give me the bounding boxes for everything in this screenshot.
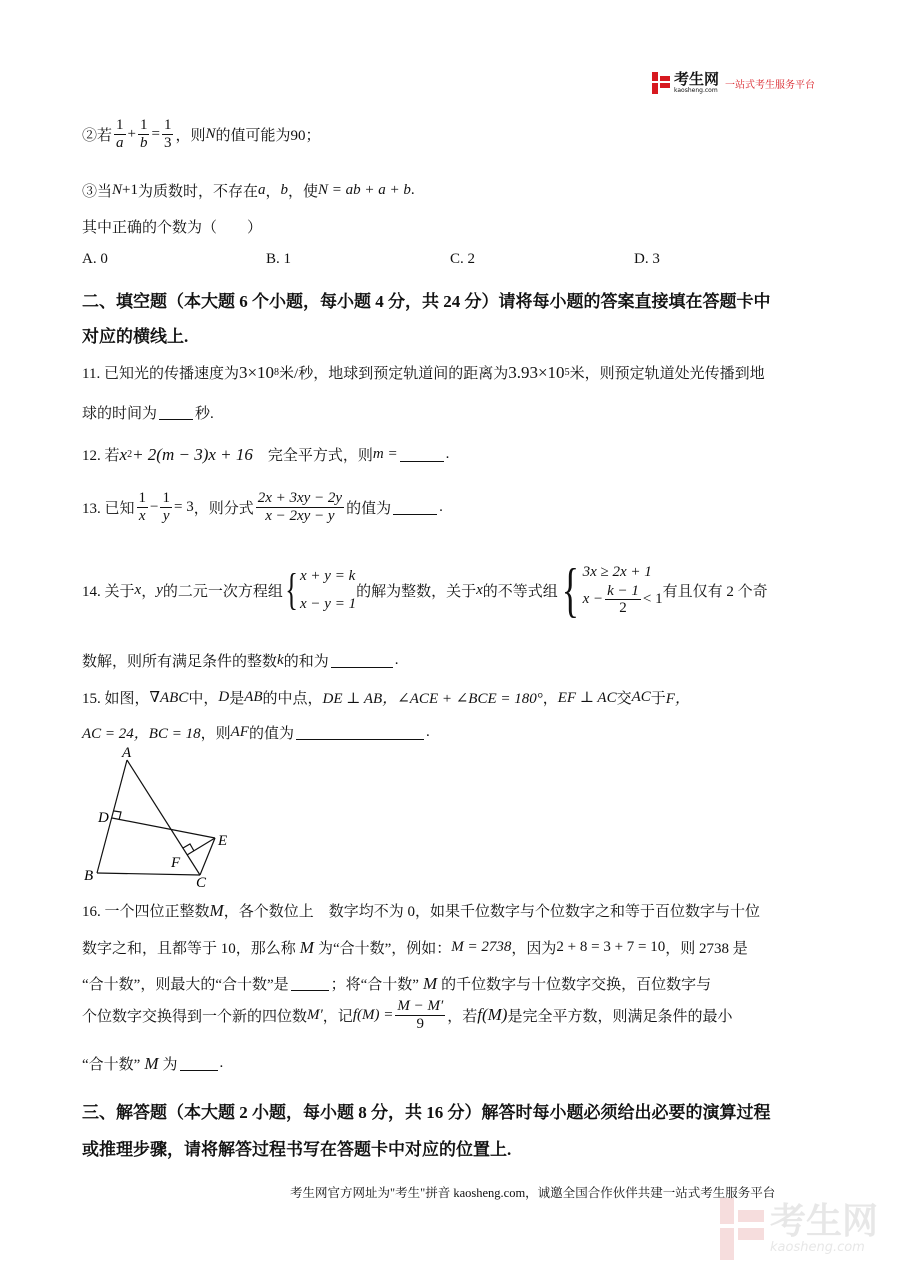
label-f: F bbox=[171, 855, 181, 871]
section2-heading-cont: 对应的横线上. bbox=[82, 327, 189, 346]
section2-heading: 二、填空题（本大题 6 个小题，每小题 4 分，共 24 分）请将每小题的答案直接填在答题卡中 bbox=[82, 292, 771, 311]
option-d: D. 3 bbox=[634, 251, 660, 267]
q11-line1: 11. 已知光的传播速度为 3×10 8 米/秒，地球到预定轨道间的距离为 3.93×10 5 米，则预定轨道处光传播到地 bbox=[82, 362, 765, 382]
option-a: A. 0 bbox=[82, 251, 108, 267]
label-b: B bbox=[84, 868, 94, 884]
footer-text: 考生网官方网址为"考生"拼音 kaosheng.com，诚邀全国合作伙伴共建一站式考生服务平台 bbox=[290, 1186, 776, 1200]
q16-line4: 个位数字交换得到一个新的四位数 M′ ，记 f(M) = $\frac{M - M'}{9}$ ，若 f(M) 是完全平方数，则满足条件的最小 bbox=[82, 998, 733, 1032]
q10-item2: ②若 $\frac{1}{a}$ + $\frac{1}{b}$ = $\frac{1}{3}$ ，则 N 的值可能为90； bbox=[82, 117, 321, 151]
watermark: 考生网 kaosheng.com bbox=[720, 1198, 878, 1260]
answer-blank bbox=[296, 725, 424, 740]
q11-line2: 球的时间为 秒. bbox=[82, 406, 214, 422]
answer-blank bbox=[393, 500, 437, 515]
q16-line2: 数字之和，且都等于 10，那么称 M 为“合十数”，例如： M = 2738 ，因为 2 + 8 = 3 + 7 = 10 ，则 2738 是 bbox=[82, 937, 748, 957]
option-c: C. 2 bbox=[450, 251, 476, 267]
kaosheng-logo: 考生网 kaosheng.com 一站式考生服务平台 bbox=[652, 72, 815, 94]
watermark-logo-icon bbox=[720, 1198, 764, 1260]
q16-line1: 16. 一个四位正整数 M ，各个数位上 数字均不为 0，如果千位数字与个位数字之和等于百位数字与十位 bbox=[82, 900, 760, 920]
segment-de bbox=[112, 818, 215, 838]
segment-bc bbox=[97, 873, 200, 875]
answer-blank bbox=[159, 405, 193, 420]
q12: 12. 若 x 2 + 2(m − 3)x + 16 完全平方式，则 m = . bbox=[82, 444, 450, 464]
q15-line2: AC = 24，BC = 18 ，则 AF 的值为 . bbox=[82, 724, 430, 742]
segment-ac bbox=[127, 760, 200, 875]
label-a: A bbox=[122, 745, 132, 761]
label-c: C bbox=[196, 875, 207, 890]
segment-ce bbox=[200, 838, 215, 875]
q16-line3: “合十数”，则最大的“合十数”是 ；将“合十数” M 的千位数字与十位数字交换，百位数字与 bbox=[82, 973, 712, 993]
section3-heading-cont: 或推理步骤，请将解答过程书写在答题卡中对应的位置上. bbox=[82, 1140, 512, 1159]
answer-blank bbox=[291, 976, 329, 991]
label-d: D bbox=[98, 810, 109, 826]
q13: 13. 已知 $\frac{1}{x}$ − $\frac{1}{y}$ = 3 ，则分式 $\frac{2x + 3xy - 2y}{x - 2xy - y}$ 的值为 . bbox=[82, 490, 443, 524]
brace-icon: { bbox=[561, 557, 579, 623]
q16-line5: “合十数” M 为 . bbox=[82, 1053, 224, 1073]
q10-item3: ③当 N +1 为质数时，不存在 a ， b ，使 N = ab + a + b . bbox=[82, 182, 415, 200]
q10-ask: 其中正确的个数为（ ） bbox=[82, 220, 263, 236]
section3-heading: 三、解答题（本大题 2 小题，每小题 8 分，共 16 分）解答时每小题必须给出必要的演算过程 bbox=[82, 1103, 771, 1122]
answer-blank bbox=[331, 653, 393, 668]
answer-blank bbox=[400, 447, 444, 462]
option-b: B. 1 bbox=[266, 251, 292, 267]
q14-line2: 数解，则所有满足条件的整数 k 的和为 . bbox=[82, 652, 399, 670]
label-e: E bbox=[218, 833, 228, 849]
q14-line1: 14. 关于 x ， y 的二元一次方程组 { x + y = k x − y = 1 的解为整数，关于 x 的不等式组 { 3x ≥ 2x + 1 x − $\frac{k - 1}{2}$ < 1 有且仅有 2 个奇 bbox=[82, 557, 768, 623]
triangle-figure bbox=[80, 745, 250, 890]
q15-line1: 15. 如图， ∇ABC 中， D 是 AB 的中点， DE ⊥ AB，∠ACE + ∠BCE = 180° ， EF ⊥ AC 交 AC 于 F， bbox=[82, 689, 690, 707]
brace-icon: { bbox=[285, 565, 298, 614]
logo-mark-icon bbox=[652, 72, 670, 94]
answer-blank bbox=[180, 1056, 218, 1071]
